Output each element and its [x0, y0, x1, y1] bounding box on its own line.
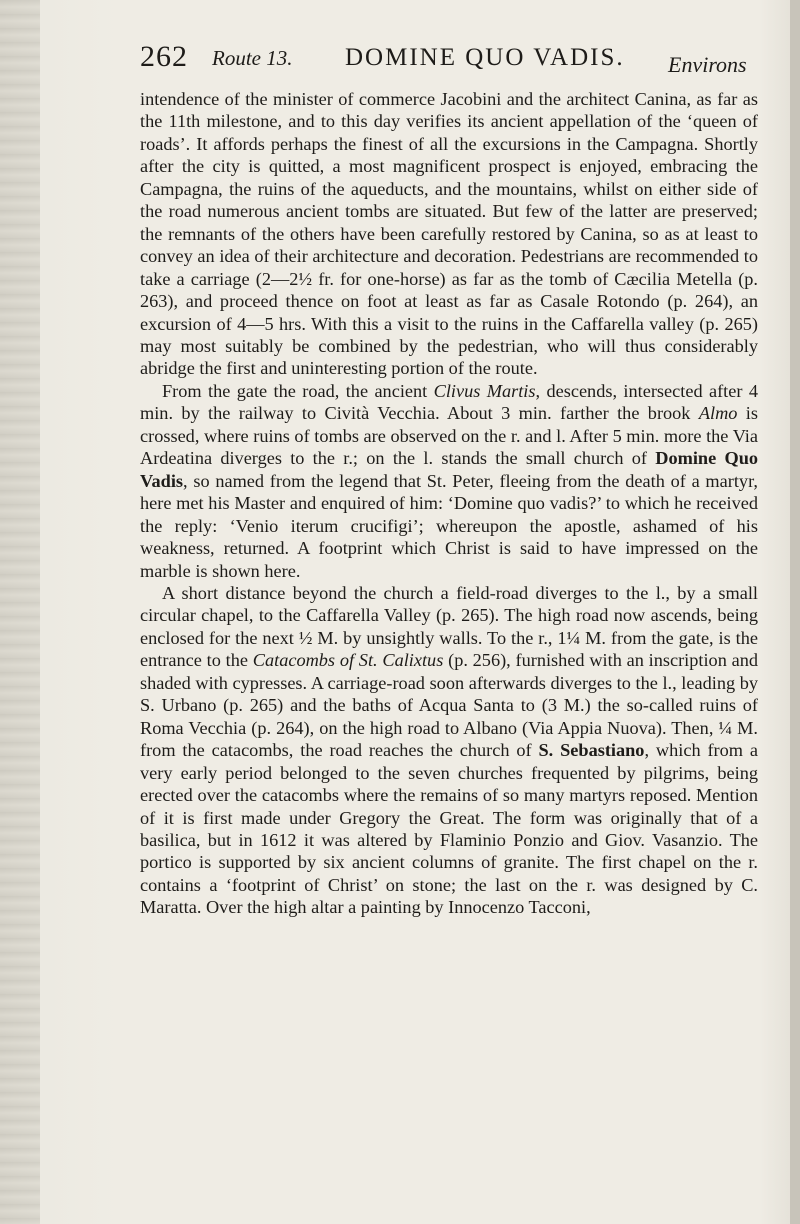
running-title: DOMINE QUO VADIS. — [345, 44, 625, 71]
text-run: From the gate the road, the ancient — [162, 380, 434, 401]
paragraph — [140, 88, 758, 380]
italic-term: Almo — [698, 403, 738, 424]
text-run: , which from a very early period belonged to the seven churches frequented by pilgrims, being erected over the catacombs where the remains of so many martyrs reposed. Mention of it is first made under Gregory the Great. The form was originally that of a basilica, but in 1612 it was altered by Flaminio Ponzio and Giov. Vasanzio. The portico is supported by six ancient columns of granite. The first chapel on the r. contains a ‘footprint of Christ’ on stone; the last on the r. was designed by C. Maratta. Over the high altar a painting by Innocenzo Tacconi, — [140, 740, 759, 918]
body-text — [140, 88, 758, 919]
page-right-edge — [790, 0, 800, 1224]
bold-term: Domine Quo Vadis — [140, 448, 759, 491]
bold-term: S. Sebastiano — [538, 740, 645, 761]
paragraph — [140, 380, 758, 582]
text-run: intendence of the minister of commerce Jacobini and the architect Canina, as far as the 11th milestone, and to this day verifies its ancient appellation of the ‘queen of roads’. It affords perhaps the finest of all the excursions in the Campagna. Shortly after the city is quitted, a most magnificent prospect is enjoyed, embracing the Campagna, the ruins of the aqueducts, and the mountains, whilst on either side of the road numerous ancient tombs are situated. But few of the latter are preserved; the remnants of the others have been carefully restored by Canina, so as at least to convey an idea of their architecture and decoration. Pedestrians are recommended to take a carriage (2—2½ fr. for one-horse) as far as the tomb of Cæcilia Metella (p. 263), and proceed thence on foot at least as far as Casale Rotondo (p. 264), an excursion of 4—5 hrs. With this a visit to the ruins in the Caffarella valley (p. 265) may most suitably be combined by the pedestrian, who will thus considerably abridge the first and uninteresting portion of the route. — [140, 89, 758, 379]
italic-term: Catacombs of St. Calixtus — [252, 650, 444, 671]
page-number: 262 — [140, 40, 188, 73]
text-run: is crossed, where ruins of tombs are observed on the r. and l. After 5 min. more the Via Ardeatina diverges to the r.; on the l. stands the small church of — [140, 403, 758, 469]
text-run: , descends, intersected after 4 min. by the railway to Cività Vecchia. About 3 min. farther the brook — [140, 380, 758, 424]
running-header — [140, 40, 760, 76]
route-label: Route 13. — [212, 46, 293, 70]
text-run: A short distance beyond the church a field-road diverges to the l., by a small circular chapel, to the Caffarella Valley (p. 265). The high road now ascends, being enclosed for the next ½ M. by unsightly walls. To the r., 1¼ M. from the gate, is the entrance to the — [140, 582, 758, 671]
text-run: (p. 256), furnished with an inscription and shaded with cypresses. A carriage-road soon afterwards diverges to the l., leading by S. Urbano (p. 265) and the baths of Acqua Santa to (3 M.) the so-called ruins of Roma Vecchia (p. 264), on the high road to Albano (Via Appia Nuova). Then, ¼ M. from the catacombs, the road reaches the church of — [140, 650, 759, 761]
text-run: , so named from the legend that St. Peter, fleeing from the death of a martyr, here met his Master and enquired of him: ‘Domine quo vadis?’ to which he received the reply: ‘Venio iterum crucifigi’; whereupon the apostle, ashamed of his weakness, returned. A footprint which Christ is said to have impressed on the marble is shown here. — [140, 470, 758, 581]
italic-term: Clivus Martis — [433, 380, 536, 401]
paragraph — [140, 582, 758, 919]
page-binding-shadow — [0, 0, 40, 1224]
section-label: Environs — [668, 52, 747, 77]
